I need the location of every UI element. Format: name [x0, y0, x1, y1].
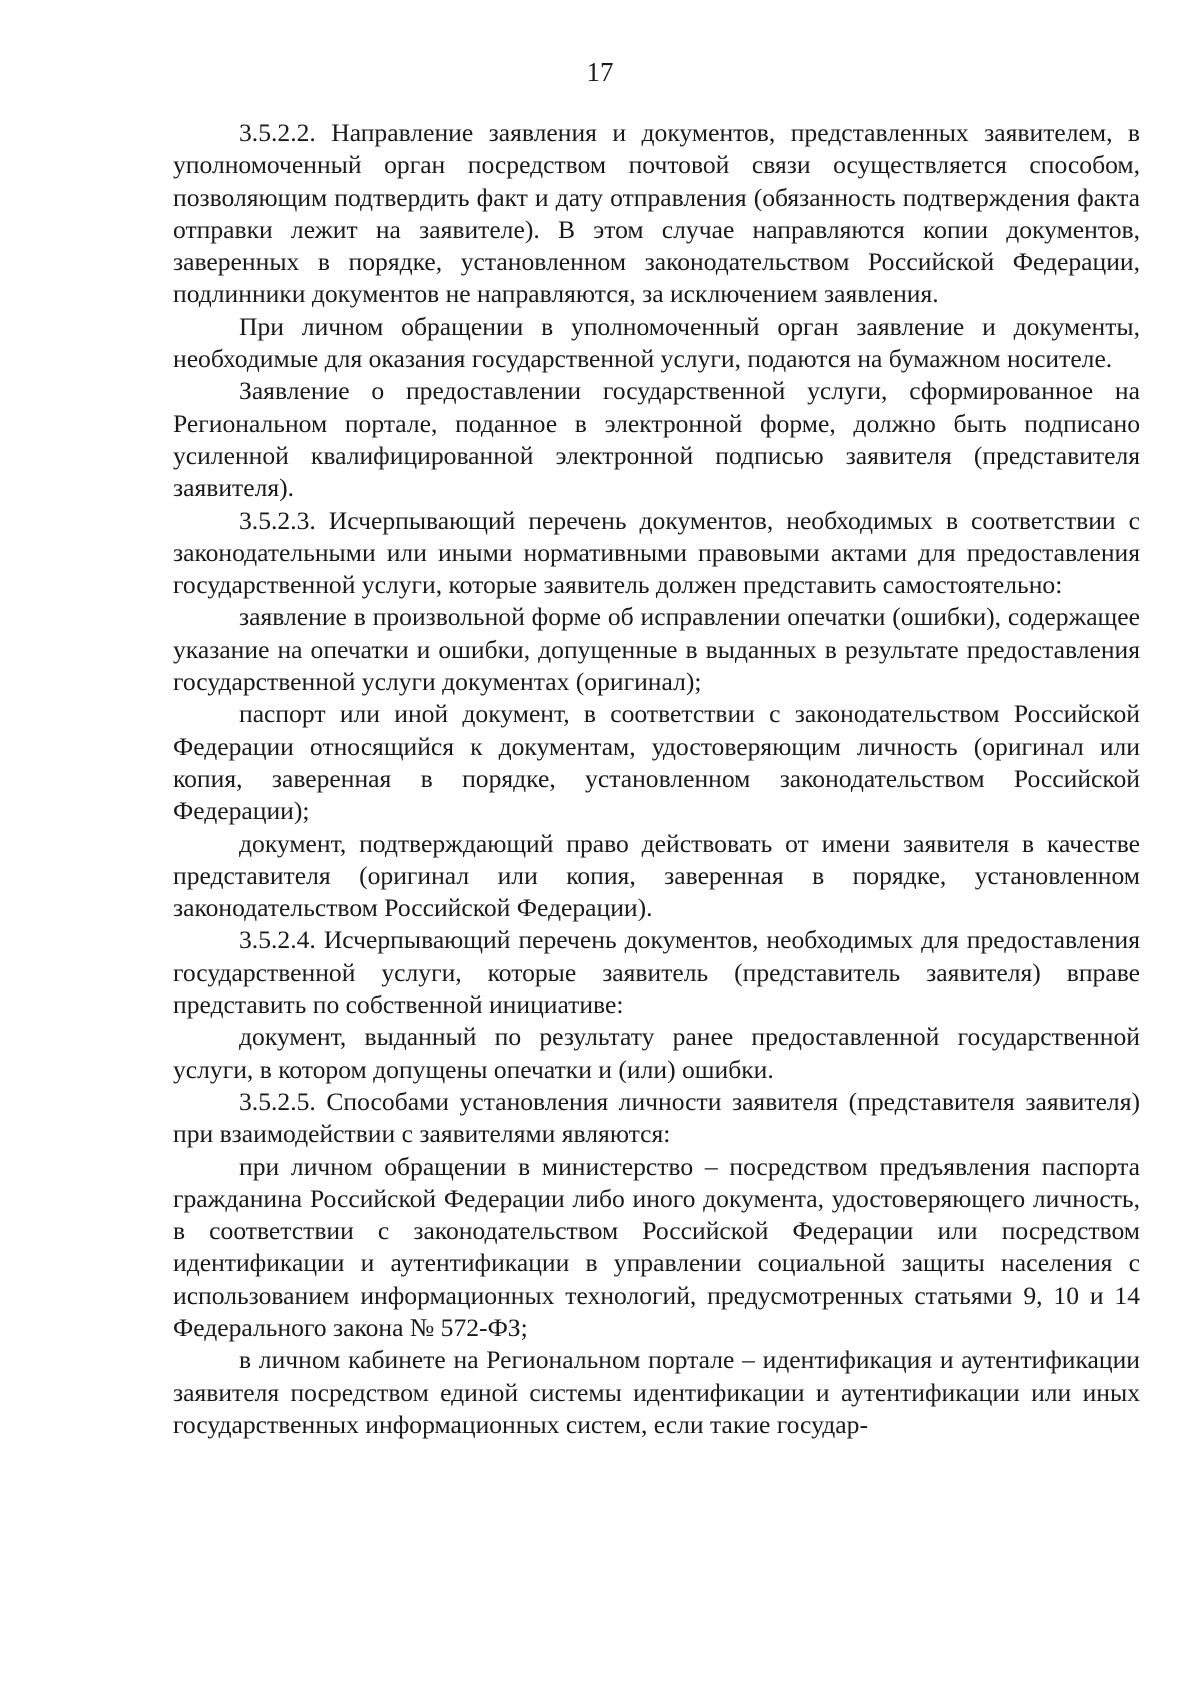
paragraph-electronic-signature: Заявление о предоставлении государственной услуги, сформированное на Региональном портале, поданное в электронной форме, должно быть подписано усиленной квалифицированной электронной подписью заявителя (представителя заявителя). — [173, 376, 1140, 503]
list-item-issued-document: документ, выданный по результату ранее предоставленной государственной услуги, в котором допущены опечатки и (или) ошибки. — [173, 1022, 1140, 1084]
page-number: 17 — [586, 57, 614, 87]
list-item-personal-cabinet: в личном кабинете на Региональном портале – идентификация и аутентификации заявителя посредством единой системы идентификации и аутентификации или иных государственных информационных систем, если такие государ- — [173, 1345, 1140, 1439]
paragraph-3-5-2-2: 3.5.2.2. Направление заявления и документов, представленных заявителем, в уполномоченный орган посредством почтовой связи осуществляется способом, позволяющим подтвердить факт и дату отправления (обязанность подтверждения факта отправки лежит на заявителе). В этом случае направляются копии документов, заверенных в порядке, установленном законодательством Российской Федерации, подлинники документов не направляются, за исключением заявления. — [173, 118, 1140, 309]
paragraph-3-5-2-3: 3.5.2.3. Исчерпывающий перечень документов, необходимых в соответствии с законодательными или иными нормативными правовыми актами для предоставления государственной услуги, которые заявитель должен представить самостоятельно: — [173, 505, 1140, 600]
list-item-authority-document: документ, подтверждающий право действовать от имени заявителя в качестве представителя (оригинал или копия, заверенная в порядке, установленном законодательством Российской Федерации). — [173, 828, 1140, 923]
list-item-passport: паспорт или иной документ, в соответствии с законодательством Российской Федерации относящийся к документам, удостоверяющим личность (оригинал или копия, заверенная в порядке, установленном законодательством Российской Федерации); — [173, 699, 1140, 826]
paragraph-personal-submission: При личном обращении в уполномоченный орган заявление и документы, необходимые для оказания государственной услуги, подаются на бумажном носителе. — [173, 311, 1140, 374]
list-item-application: заявление в произвольной форме об исправлении опечатки (ошибки), содержащее указание на опечатки и ошибки, допущенные в выданных в результате предоставления государственной услуги документах (оригинал); — [173, 602, 1140, 697]
paragraph-3-5-2-5: 3.5.2.5. Способами установления личности заявителя (представителя заявителя) при взаимодействии с заявителями являются: — [173, 1086, 1140, 1149]
document-body — [173, 117, 1140, 1441]
list-item-personal-visit: при личном обращении в министерство – посредством предъявления паспорта гражданина Российской Федерации либо иного документа, удостоверяющего личность, в соответствии с законодательством Российской Федерации или посредством идентификации и аутентификации в управлении социальной защиты населения с использованием информационных технологий, предусмотренных статьями 9, 10 и 14 Федерального закона № 572-ФЗ; — [173, 1151, 1140, 1342]
paragraph-3-5-2-4: 3.5.2.4. Исчерпывающий перечень документов, необходимых для предоставления государственной услуги, которые заявитель (представитель заявителя) вправе представить по собственной инициативе: — [173, 925, 1140, 1020]
